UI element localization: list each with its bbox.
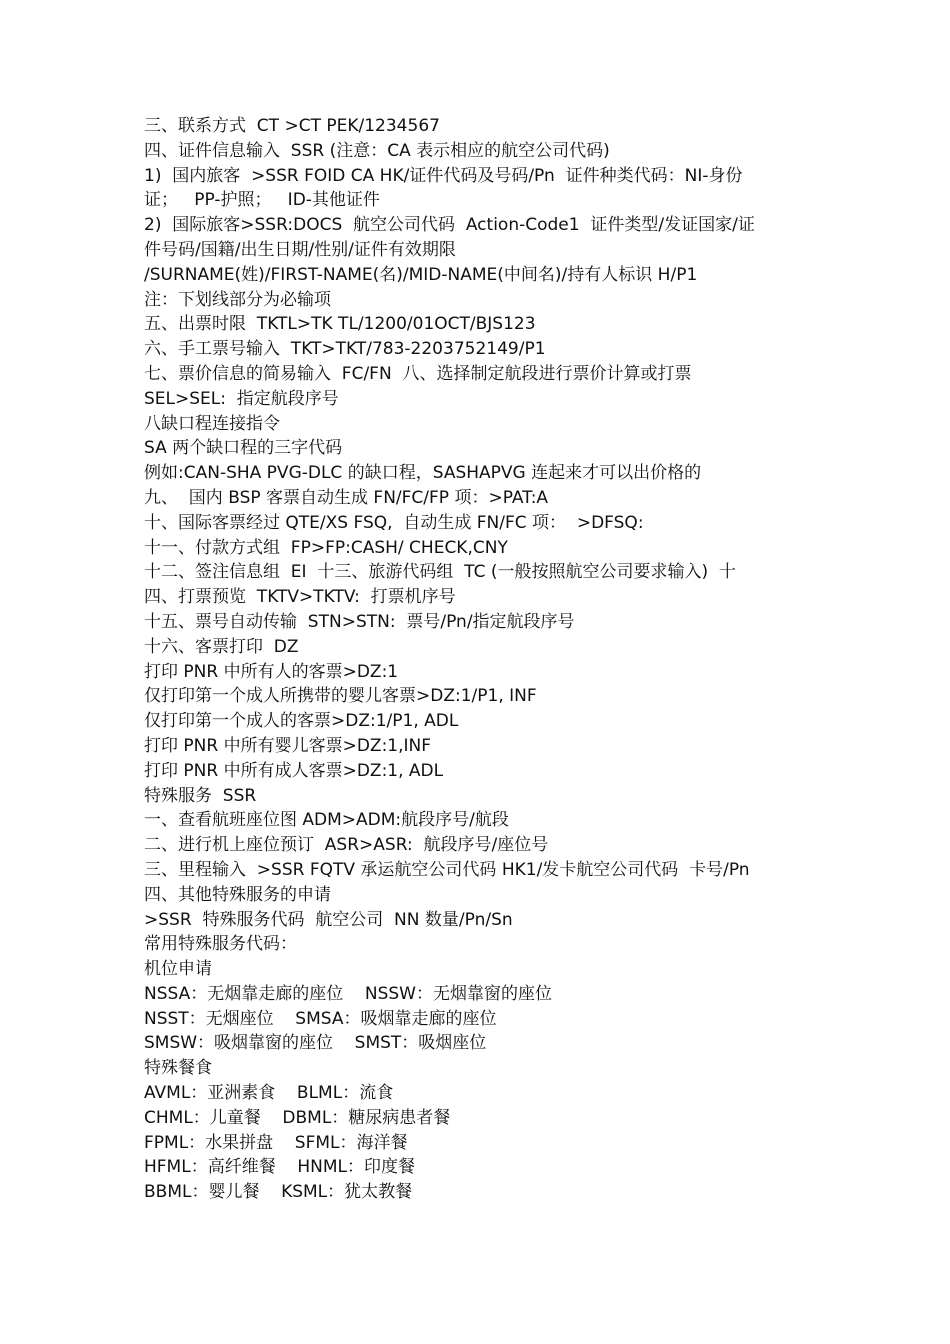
text-line: 件号码/国籍/出生日期/性别/证件有效期限 — [144, 239, 456, 260]
text-line: 仅打印第一个成人的客票>DZ:1/P1, ADL — [144, 711, 459, 732]
text-line: 十六、客票打印 DZ — [144, 636, 299, 657]
text-line: 四、打票预览 TKTV>TKTV: 打票机序号 — [144, 587, 456, 608]
text-line: 四、其他特殊服务的申请 — [144, 884, 331, 905]
text-line: 十、国际客票经过 QTE/XS FSQ, 自动生成 FN/FC 项： >DFSQ: — [144, 512, 644, 533]
text-line: NSST：无烟座位 SMSA：吸烟靠走廊的座位 — [144, 1008, 497, 1029]
text-line: 打印 PNR 中所有成人客票>DZ:1, ADL — [144, 760, 444, 781]
text-line: AVML：亚洲素食 BLML：流食 — [144, 1083, 394, 1104]
document-body — [144, 114, 814, 1205]
text-line: 1) 国内旅客 >SSR FOID CA HK/证件代码及号码/Pn 证件种类代码：NI-身份 — [144, 165, 743, 186]
text-line: 四、证件信息输入 SSR (注意：CA 表示相应的航空公司代码) — [144, 140, 610, 161]
text-line: 六、手工票号输入 TKT>TKT/783-2203752149/P1 — [144, 339, 546, 360]
text-line: 十一、付款方式组 FP>FP:CASH/ CHECK,CNY — [144, 537, 508, 558]
text-line: 常用特殊服务代码： — [144, 934, 297, 955]
text-line: CHML：儿童餐 DBML：糖尿病患者餐 — [144, 1107, 451, 1128]
text-line: /SURNAME(姓)/FIRST-NAME(名)/MID-NAME(中间名)/持有人标识 H/P1 — [144, 264, 698, 285]
text-line: >SSR 特殊服务代码 航空公司 NN 数量/Pn/Sn — [144, 909, 513, 930]
text-line: NSSA：无烟靠走廊的座位 NSSW：无烟靠窗的座位 — [144, 983, 552, 1004]
text-line: 注：下划线部分为必输项 — [144, 289, 331, 310]
text-line: 九、 国内 BSP 客票自动生成 FN/FC/FP 项：>PAT:A — [144, 487, 549, 508]
text-line: 三、联系方式 CT >CT PEK/1234567 — [144, 116, 440, 136]
text-line: 十五、票号自动传输 STN>STN: 票号/Pn/指定航段序号 — [144, 611, 575, 632]
text-line: 2) 国际旅客>SSR:DOCS 航空公司代码 Action-Code1 证件类型/发证国家/证 — [144, 215, 755, 236]
text-line: 二、进行机上座位预订 ASR>ASR: 航段序号/座位号 — [144, 835, 549, 856]
text-line: 特殊服务 SSR — [144, 785, 257, 806]
text-line: 仅打印第一个成人所携带的婴儿客票>DZ:1/P1, INF — [144, 686, 537, 707]
text-line: BBML：婴儿餐 KSML：犹太教餐 — [144, 1182, 413, 1203]
text-line: 七、票价信息的简易输入 FC/FN 八、选择制定航段进行票价计算或打票 — [144, 363, 692, 384]
text-line: SEL>SEL: 指定航段序号 — [144, 388, 339, 409]
text-line: 三、里程输入 >SSR FQTV 承运航空公司代码 HK1/发卡航空公司代码 卡号/Pn — [144, 859, 750, 880]
text-line: 一、查看航班座位图 ADM>ADM:航段序号/航段 — [144, 810, 509, 831]
text-line: 特殊餐食 — [144, 1058, 212, 1079]
text-line: HFML：高纤维餐 HNML：印度餐 — [144, 1157, 415, 1178]
text-line: SMSW：吸烟靠窗的座位 SMST：吸烟座位 — [144, 1033, 487, 1054]
text-line: 机位申请 — [144, 959, 212, 980]
text-line: 五、出票时限 TKTL>TK TL/1200/01OCT/BJS123 — [144, 314, 536, 335]
text-line: FPML：水果拼盘 SFML：海洋餐 — [144, 1132, 408, 1153]
text-line: 十二、签注信息组 EI 十三、旅游代码组 TC (一般按照航空公司要求输入) 十 — [144, 562, 736, 583]
text-line: SA 两个缺口程的三字代码 — [144, 438, 343, 459]
text-line: 例如:CAN-SHA PVG-DLC 的缺口程，SASHAPVG 连起来才可以出价格的 — [144, 463, 702, 484]
text-line: 打印 PNR 中所有婴儿客票>DZ:1,INF — [144, 735, 432, 756]
text-line: 打印 PNR 中所有人的客票>DZ:1 — [144, 661, 399, 682]
text-line: 证； PP-护照； ID-其他证件 — [144, 190, 380, 211]
text-line: 八缺口程连接指令 — [144, 413, 280, 434]
